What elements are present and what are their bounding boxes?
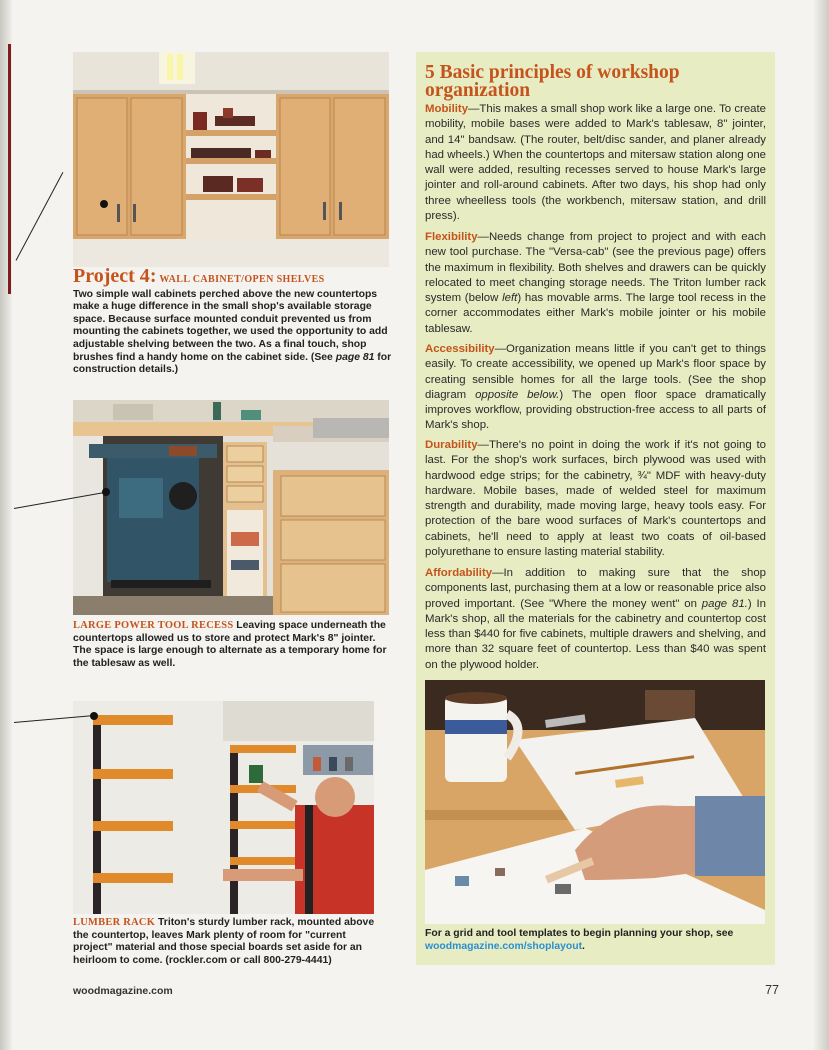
flexibility-paragraph: Flexibility—Needs change from project to project and with each new tool purchase. The "Versa-cab" (see the previous page) offers the maximum in flexibility. Both shelves and drawers can be quickly relocated to meet changing storage needs. The Triton lumber rack system (below left) has movable arms. The large tool recess in the corner accommodates either Mark's mobile jointer or his mobile tablesaw.	[425, 231, 766, 335]
lumber-rack-photo	[73, 701, 374, 914]
mobility-label: Mobility	[425, 103, 469, 115]
accessibility-paragraph: Accessibility—Organization means little if you can't get to things easily. To create accessibility, we opened up Mark's floor space by creating sensible homes for all the large tools. (See the shop diagram opposite below.) The open floor space dramatically improves workflow, providing obstruction-free access to all parts of Mark's shop.	[425, 343, 766, 432]
callout-leader-line	[16, 172, 64, 261]
mobility-paragraph: Mobility—This makes a small shop work like a large one. To create mobility, mobile bases were added to Mark's tablesaw, 8" jointer, and 14" bandsaw. (The router, belt/disc sander, and planer already had wheels.) When the countertops and mitersaw station along one wall were added, resulting recesses served to house Mark's large jointer and roll-around cabinets. After two days, his shop had only three wheelless tools (the workbench, mitersaw station, and drill press).	[425, 103, 766, 223]
page-number: 77	[765, 983, 779, 997]
shop-planning-photo	[425, 680, 765, 924]
accessibility-label: Accessibility	[425, 343, 495, 355]
footer-site: woodmagazine.com	[73, 985, 173, 997]
flexibility-label: Flexibility	[425, 231, 478, 243]
project4-caption: Project 4: WALL CABINET/OPEN SHELVES Two simple wall cabinets perched above the new countertops make a huge difference in the small shop's available storage space. Because surface mounted conduit prevented us from mounting the cabinets together, we used the opportunity to add adjustable shelving between the two. As a final touch, shop brushes find a handy home on the cabinet side. (See page 81 for construction details.)	[73, 265, 392, 376]
power-tool-recess-photo	[73, 400, 389, 615]
lumber-heading: LUMBER RACK	[73, 917, 156, 928]
recess-body: Leaving space underneath the countertops allowed us to store and protect Mark's 8" jointer. The space is large enough to alternate as a temporary home for the tablesaw as well.	[73, 620, 387, 669]
shoplayout-link[interactable]: woodmagazine.com/shoplayout	[425, 940, 583, 952]
recess-heading: LARGE POWER TOOL RECESS	[73, 620, 234, 631]
wall-cabinet-photo	[73, 52, 389, 267]
callout-dot	[90, 712, 98, 720]
lumber-caption	[73, 917, 379, 967]
recess-caption	[73, 620, 391, 670]
durability-label: Durability	[425, 439, 478, 451]
durability-paragraph: Durability—There's no point in doing the work if it's not going to last. For the shop's work surfaces, birch plywood was used with hardwood edge strips; for the cabinetry, ¾" MDF with heavy-duty hardware. Mobile bases, made of welded steel for maximum strength and durability, made moving large, heavy tools easy. For protection of the bare wood surfaces of Mark's countertops and cabinets, he'll need to apply at least two coats of oil-based polyurethane to ensure lasting material stability.	[425, 439, 766, 559]
project4-subtitle: WALL CABINET/OPEN SHELVES	[159, 274, 325, 285]
section-marker-bar	[8, 44, 11, 294]
lumber-body: Triton's sturdy lumber rack, mounted above the countertop, leaves Mark plenty of room for "current project" material and those special boards set aside for an heirloom to come. (rockler.com or call 800-279-4441)	[73, 917, 375, 966]
project4-page-ref: page 81	[335, 351, 375, 363]
principles-sidebar	[416, 52, 775, 965]
affordability-label: Affordability	[425, 567, 493, 579]
planning-caption: For a grid and tool templates to begin planning your shop, see woodmagazine.com/shoplayout.	[425, 928, 734, 952]
project4-body: Two simple wall cabinets perched above the new countertops make a huge difference in the small shop's available storage space. Because surface mounted conduit prevented us from mounting the cabinets together, we used the opportunity to add adjustable shelving between the two. As a final touch, shop brushes find a handy home on the cabinet side. (See	[73, 288, 388, 363]
project4-title: Project 4	[73, 265, 150, 287]
page-right-edge	[813, 0, 829, 1050]
affordability-paragraph: Affordability—In addition to making sure that the shop components last, purchasing them at a low or reasonable price also proved important. (See "Where the money went" on page 81.) In Mark's shop, all the materials for the cabinetry and countertop cost less than $440 for five cabinets, multiple drawers and shelving, and more than 32 square feet of countertop. Less than $40 was spent on the plywood holder.	[425, 567, 766, 671]
principles-title: 5 Basic principles of workshop organization	[425, 62, 680, 101]
callout-dot	[102, 488, 110, 496]
callout-dot	[100, 200, 108, 208]
